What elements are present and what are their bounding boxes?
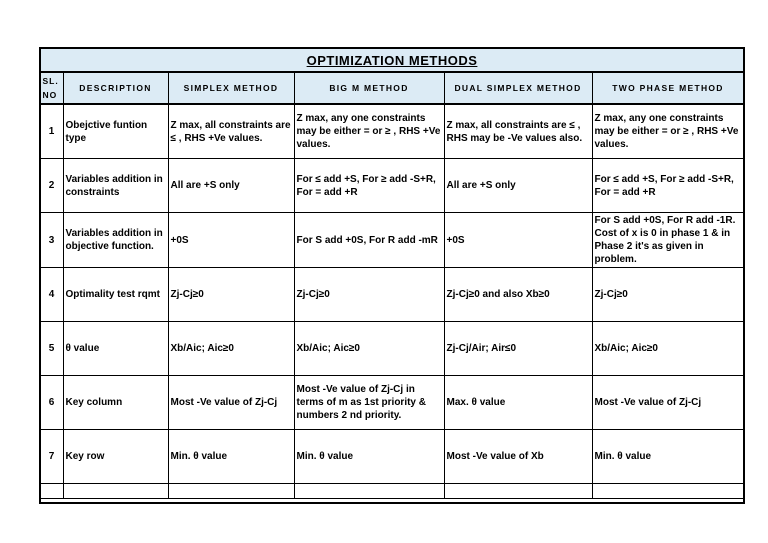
row-number: 4 xyxy=(40,268,63,322)
empty-cell xyxy=(592,484,744,499)
table-row xyxy=(40,213,744,268)
cell-dual-simplex: Most -Ve value of Xb xyxy=(444,430,592,484)
cell-big-m: For S add +0S, For R add -mR xyxy=(294,213,444,268)
table-row xyxy=(40,268,744,322)
row-description: Key column xyxy=(63,376,168,430)
header-sl-line1: SL. xyxy=(42,76,59,86)
row-description: Obejctive funtion type xyxy=(63,104,168,159)
empty-cell xyxy=(63,484,168,499)
row-number: 3 xyxy=(40,213,63,268)
row-number: 6 xyxy=(40,376,63,430)
row-number: 5 xyxy=(40,322,63,376)
cell-big-m: Min. θ value xyxy=(294,430,444,484)
cell-simplex: Xb/Aic; Aic≥0 xyxy=(168,322,294,376)
cell-two-phase: Zj-Cj≥0 xyxy=(592,268,744,322)
row-description: Variables addition in objective function. xyxy=(63,213,168,268)
table-row xyxy=(40,104,744,159)
cell-simplex: Zj-Cj≥0 xyxy=(168,268,294,322)
empty-cell xyxy=(40,484,63,499)
table-row xyxy=(40,376,744,430)
row-description: Optimality test rqmt xyxy=(63,268,168,322)
header-description: DESCRIPTION xyxy=(63,72,168,104)
cell-dual-simplex: Z max, all constraints are ≤ , RHS may be -Ve values also. xyxy=(444,104,592,159)
row-description: Variables addition in constraints xyxy=(63,159,168,213)
header-sl-line2: NO xyxy=(42,90,58,100)
header-simplex: SIMPLEX METHOD xyxy=(168,72,294,104)
cell-big-m: Most -Ve value of Zj-Cj in terms of m as 1st priority & numbers 2 nd priority. xyxy=(294,376,444,430)
row-number: 7 xyxy=(40,430,63,484)
cell-simplex: All are +S only xyxy=(168,159,294,213)
cell-dual-simplex: Zj-Cj/Air; Air≤0 xyxy=(444,322,592,376)
cell-two-phase: Min. θ value xyxy=(592,430,744,484)
cell-dual-simplex: Max. θ value xyxy=(444,376,592,430)
table-row xyxy=(40,322,744,376)
cell-simplex: Z max, all constraints are ≤ , RHS +Ve values. xyxy=(168,104,294,159)
table-title: OPTIMIZATION METHODS xyxy=(306,52,478,68)
cell-two-phase: Most -Ve value of Zj-Cj xyxy=(592,376,744,430)
title-row xyxy=(40,48,744,72)
cell-simplex: Most -Ve value of Zj-Cj xyxy=(168,376,294,430)
row-number: 2 xyxy=(40,159,63,213)
empty-cell xyxy=(168,484,294,499)
empty-cell xyxy=(444,484,592,499)
row-description: θ value xyxy=(63,322,168,376)
empty-row xyxy=(40,484,744,499)
header-sl-no xyxy=(40,72,63,104)
cell-dual-simplex: Zj-Cj≥0 and also Xb≥0 xyxy=(444,268,592,322)
row-description: Key row xyxy=(63,430,168,484)
table-row xyxy=(40,430,744,484)
methods-table xyxy=(39,47,745,499)
optimization-methods-sheet xyxy=(39,47,743,502)
cell-dual-simplex: +0S xyxy=(444,213,592,268)
cell-two-phase: For ≤ add +S, For ≥ add -S+R, For = add +R xyxy=(592,159,744,213)
cell-two-phase: For S add +0S, For R add -1R. Cost of x is 0 in phase 1 & in Phase 2 it's as given in problem. xyxy=(592,213,744,268)
header-row xyxy=(40,72,744,104)
cell-big-m: Z max, any one constraints may be either = or ≥ , RHS +Ve values. xyxy=(294,104,444,159)
cell-two-phase: Z max, any one constraints may be either = or ≥ , RHS +Ve values. xyxy=(592,104,744,159)
table-row xyxy=(40,159,744,213)
header-two-phase: TWO PHASE METHOD xyxy=(592,72,744,104)
header-dual-simplex: DUAL SIMPLEX METHOD xyxy=(444,72,592,104)
cell-simplex: Min. θ value xyxy=(168,430,294,484)
cell-simplex: +0S xyxy=(168,213,294,268)
cell-big-m: For ≤ add +S, For ≥ add -S+R, For = add +R xyxy=(294,159,444,213)
cell-two-phase: Xb/Aic; Aic≥0 xyxy=(592,322,744,376)
cell-big-m: Xb/Aic; Aic≥0 xyxy=(294,322,444,376)
empty-cell xyxy=(294,484,444,499)
header-big-m: BIG M METHOD xyxy=(294,72,444,104)
cell-big-m: Zj-Cj≥0 xyxy=(294,268,444,322)
table-title-cell xyxy=(40,48,744,72)
row-number: 1 xyxy=(40,104,63,159)
cell-dual-simplex: All are +S only xyxy=(444,159,592,213)
